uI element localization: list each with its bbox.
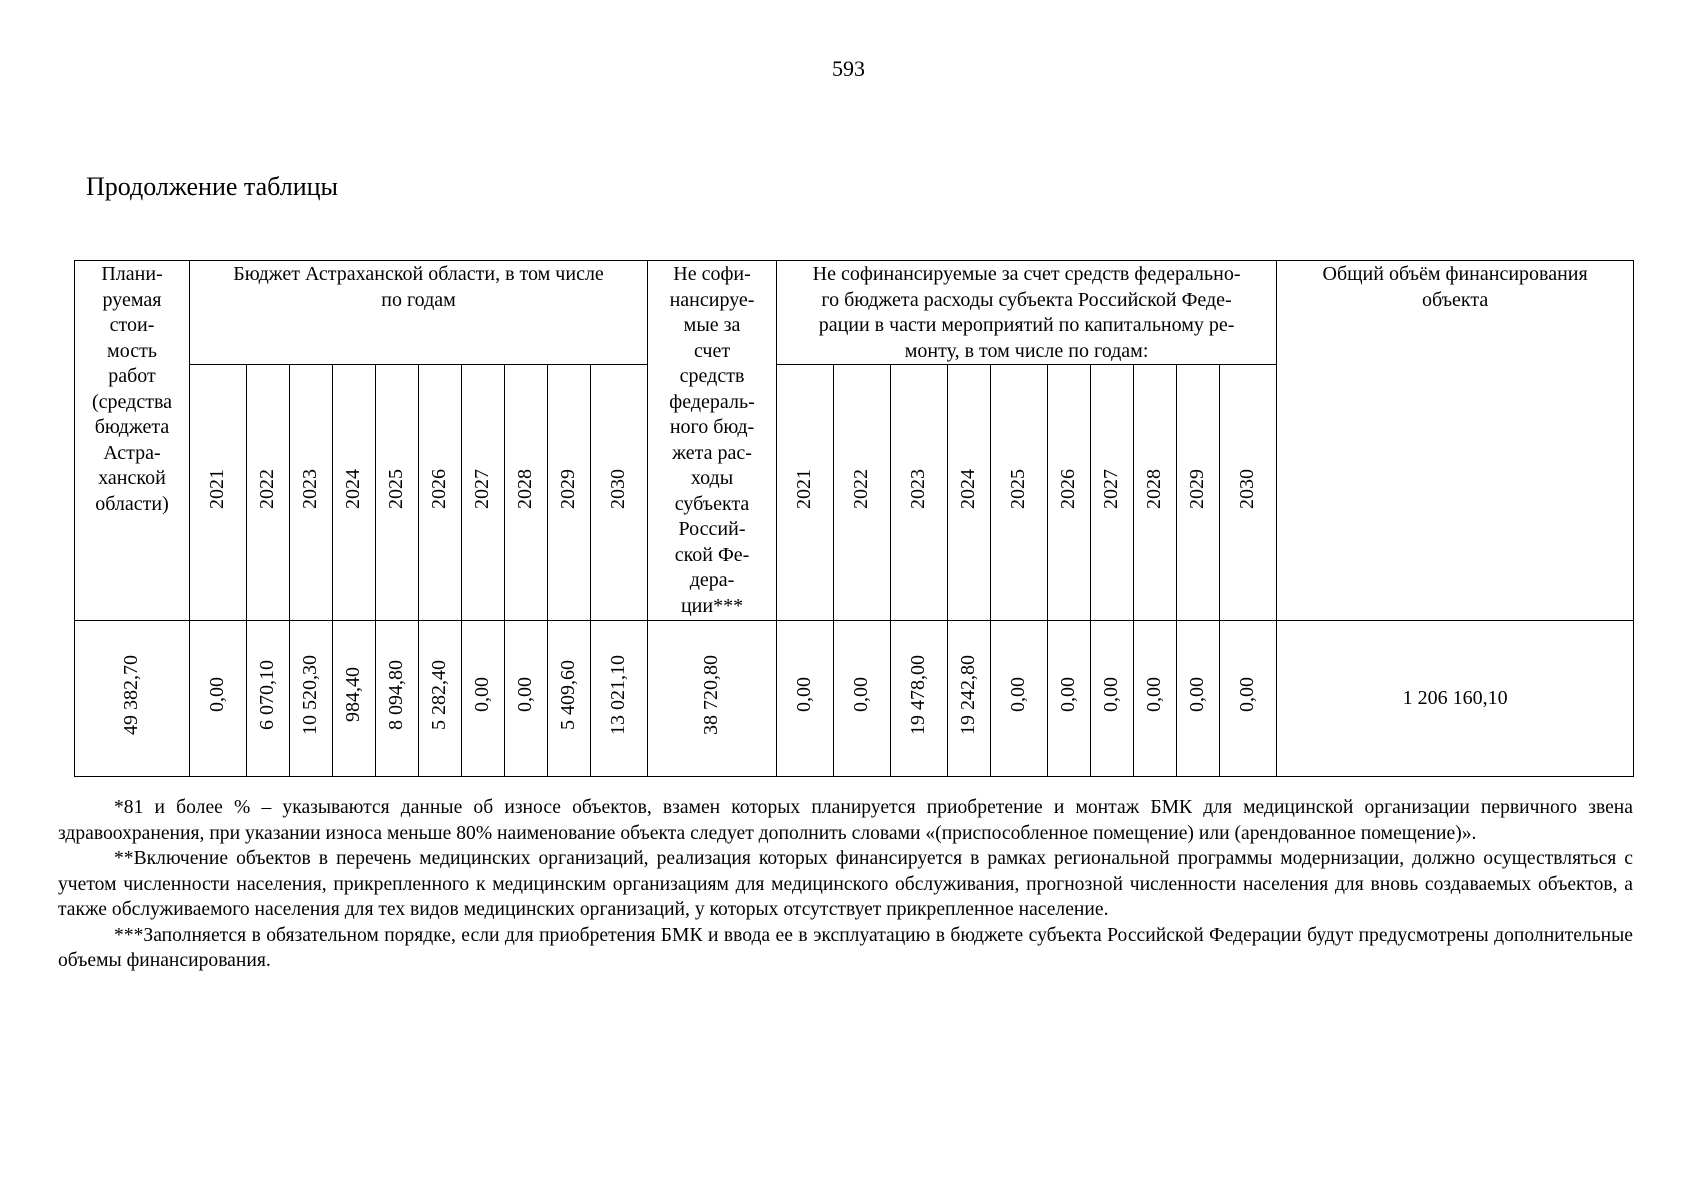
- year-header-repair-2029: [1177, 365, 1220, 621]
- header-line: мые за: [683, 314, 741, 336]
- header-line: Не софинансируемые за счет средств федерально-: [812, 263, 1241, 285]
- header-line: Общий объём финансирования: [1322, 263, 1588, 285]
- year-header-regional-2027-text: 2027: [471, 468, 494, 509]
- footnotes: [58, 795, 1633, 974]
- year-header-repair-2025-text: 2025: [1007, 468, 1030, 509]
- year-header-regional-2023: [290, 365, 333, 621]
- value-repair-2025-text: 0,00: [1007, 677, 1030, 713]
- value-repair-2021-text: 0,00: [793, 677, 816, 713]
- value-repair-2023-text: 19 478,00: [907, 654, 930, 735]
- value-repair-2027: [1091, 621, 1134, 777]
- header-line: рации в части мероприятий по капитальному ре-: [818, 314, 1235, 336]
- header-line: средств: [679, 365, 745, 387]
- value-repair-2025: [991, 621, 1048, 777]
- header-not-cofinanced: [648, 261, 777, 621]
- year-header-repair-2024: [948, 365, 991, 621]
- year-header-regional-2021-text: 2021: [206, 468, 229, 509]
- header-line: области): [95, 492, 169, 515]
- year-header-regional-2022: [247, 365, 290, 621]
- values-row: [75, 621, 1634, 777]
- value-not-cofinanced-text: 38 720,80: [700, 654, 723, 735]
- header-line: нансируе-: [669, 288, 755, 311]
- header-total: [1277, 261, 1634, 621]
- year-header-regional-2030-text: 2030: [607, 468, 630, 509]
- header-line: ской Фе-: [674, 543, 750, 566]
- value-repair-2026-text: 0,00: [1057, 677, 1080, 713]
- header-line: ного бюд-: [669, 416, 755, 438]
- year-header-regional-2029-text: 2029: [557, 468, 580, 509]
- header-line: счет: [693, 339, 731, 362]
- header-line: стои-: [109, 314, 155, 336]
- value-repair-2029: [1177, 621, 1220, 777]
- financing-table: [74, 260, 1634, 777]
- year-header-repair-2021-text: 2021: [793, 468, 816, 509]
- year-header-repair-2022: [834, 365, 891, 621]
- header-line: ходы: [690, 467, 734, 489]
- header-line: Астра-: [103, 441, 161, 464]
- header-line: объекта: [1422, 288, 1489, 311]
- header-line: субъекта: [674, 492, 750, 515]
- year-header-repair-2024-text: 2024: [957, 468, 980, 509]
- footnote-2: **Включение объектов в перечень медицинских организаций, реализация которых финансируется в рамках региональной программы модернизации, должно осуществляться с учетом численности населения, прикрепленного к медицинским организациям для медицинского обслуживания, прогнозной численности населения для вновь создаваемых объектов, а также обслуживаемого населения для тех видов медицинских организаций, у которых отсутствует прикрепленное население.: [58, 848, 1633, 920]
- value-regional-2022-text: 6 070,10: [256, 659, 279, 730]
- value-regional-2029-text: 5 409,60: [557, 659, 580, 730]
- value-repair-2028-text: 0,00: [1143, 677, 1166, 713]
- year-header-regional-2030: [591, 365, 648, 621]
- value-regional-2028-text: 0,00: [514, 677, 537, 713]
- header-line: по годам: [381, 288, 456, 311]
- value-regional-2022: [247, 621, 290, 777]
- header-regional-budget: [190, 261, 648, 365]
- value-regional-2023: [290, 621, 333, 777]
- year-header-regional-2024: [333, 365, 376, 621]
- header-planned-cost: [75, 261, 190, 621]
- year-header-regional-2028-text: 2028: [514, 468, 537, 509]
- header-line: Плани-: [101, 263, 163, 285]
- value-regional-2024: [333, 621, 376, 777]
- value-not-cofinanced: [648, 621, 777, 777]
- value-repair-2022-text: 0,00: [850, 677, 873, 713]
- value-repair-2027-text: 0,00: [1100, 677, 1123, 713]
- value-regional-2026-text: 5 282,40: [428, 659, 451, 730]
- value-repair-2029-text: 0,00: [1186, 677, 1209, 713]
- year-header-regional-2027: [462, 365, 505, 621]
- value-regional-2026: [419, 621, 462, 777]
- table-caption: Продолжение таблицы: [86, 172, 338, 201]
- value-regional-2027: [462, 621, 505, 777]
- year-header-repair-2023-text: 2023: [907, 468, 930, 509]
- year-header-regional-2025-text: 2025: [385, 468, 408, 509]
- value-repair-2022: [834, 621, 891, 777]
- header-line: ханской: [98, 467, 166, 489]
- header-line: федераль-: [669, 390, 755, 413]
- year-header-repair-2027-text: 2027: [1100, 468, 1123, 509]
- year-header-regional-2023-text: 2023: [299, 468, 322, 509]
- value-repair-2026: [1048, 621, 1091, 777]
- value-repair-2021: [777, 621, 834, 777]
- year-header-regional-2025: [376, 365, 419, 621]
- year-header-regional-2026-text: 2026: [428, 468, 451, 509]
- value-regional-2030: [591, 621, 648, 777]
- year-header-repair-2028: [1134, 365, 1177, 621]
- header-not-cofinanced-repair: [777, 261, 1277, 365]
- value-repair-2024-text: 19 242,80: [957, 654, 980, 735]
- header-line: дера-: [689, 569, 735, 591]
- year-header-repair-2030-text: 2030: [1236, 468, 1259, 509]
- value-repair-2024: [948, 621, 991, 777]
- header-line: мость: [107, 339, 157, 362]
- year-header-repair-2022-text: 2022: [850, 468, 873, 509]
- year-header-repair-2028-text: 2028: [1143, 468, 1166, 509]
- year-header-regional-2022-text: 2022: [256, 468, 279, 509]
- header-line: жета рас-: [672, 441, 752, 464]
- value-regional-2021-text: 0,00: [206, 677, 229, 713]
- header-line: руемая: [102, 288, 162, 311]
- year-header-repair-2021: [777, 365, 834, 621]
- value-repair-2030-text: 0,00: [1236, 677, 1259, 713]
- value-regional-2024-text: 984,40: [342, 667, 365, 723]
- year-header-regional-2029: [548, 365, 591, 621]
- value-regional-2028: [505, 621, 548, 777]
- header-line: Бюджет Астраханской области, в том числе: [233, 263, 604, 285]
- value-repair-2023: [891, 621, 948, 777]
- value-regional-2021: [190, 621, 247, 777]
- year-header-repair-2026: [1048, 365, 1091, 621]
- year-header-repair-2029-text: 2029: [1186, 468, 1209, 509]
- year-header-repair-2023: [891, 365, 948, 621]
- page-number: 593: [832, 56, 865, 81]
- value-regional-2027-text: 0,00: [471, 677, 494, 713]
- value-regional-2030-text: 13 021,10: [607, 654, 630, 735]
- footnote-1: *81 и более % – указываются данные об износе объектов, взамен которых планируется приобретение и монтаж БМК для медицинской организации первичного звена здравоохранения, при указании износа меньше 80% наименование объекта следует дополнить словами «(приспособленное помещение) или (арендованное помещение)».: [58, 797, 1633, 844]
- header-line: бюджета: [94, 416, 170, 438]
- header-line: Россий-: [678, 518, 746, 540]
- value-regional-2025-text: 8 094,80: [385, 659, 408, 730]
- year-header-repair-2027: [1091, 365, 1134, 621]
- footnote-3: ***Заполняется в обязательном порядке, если для приобретения БМК и ввода ее в эксплуатацию в бюджете субъекта Российской Федерации будут предусмотрены дополнительные объемы финансирования.: [58, 924, 1633, 971]
- value-regional-2029: [548, 621, 591, 777]
- value-total: 1 206 160,10: [1277, 621, 1634, 777]
- header-line: ции***: [680, 594, 744, 617]
- year-header-repair-2030: [1220, 365, 1277, 621]
- header-line: работ: [108, 365, 156, 387]
- value-regional-2025: [376, 621, 419, 777]
- year-header-repair-2026-text: 2026: [1057, 468, 1080, 509]
- value-repair-2028: [1134, 621, 1177, 777]
- year-header-regional-2026: [419, 365, 462, 621]
- year-header-repair-2025: [991, 365, 1048, 621]
- value-repair-2030: [1220, 621, 1277, 777]
- value-regional-2023-text: 10 520,30: [299, 654, 322, 735]
- header-line: монту, в том числе по годам:: [904, 339, 1149, 362]
- value-planned-cost: [75, 621, 190, 777]
- header-line: го бюджета расходы субъекта Российской Феде-: [821, 288, 1232, 311]
- year-header-regional-2021: [190, 365, 247, 621]
- year-header-regional-2024-text: 2024: [342, 468, 365, 509]
- value-planned-cost-text: 49 382,70: [120, 654, 143, 735]
- header-line: Не софи-: [673, 263, 751, 285]
- year-header-regional-2028: [505, 365, 548, 621]
- header-line: (средства: [92, 390, 172, 413]
